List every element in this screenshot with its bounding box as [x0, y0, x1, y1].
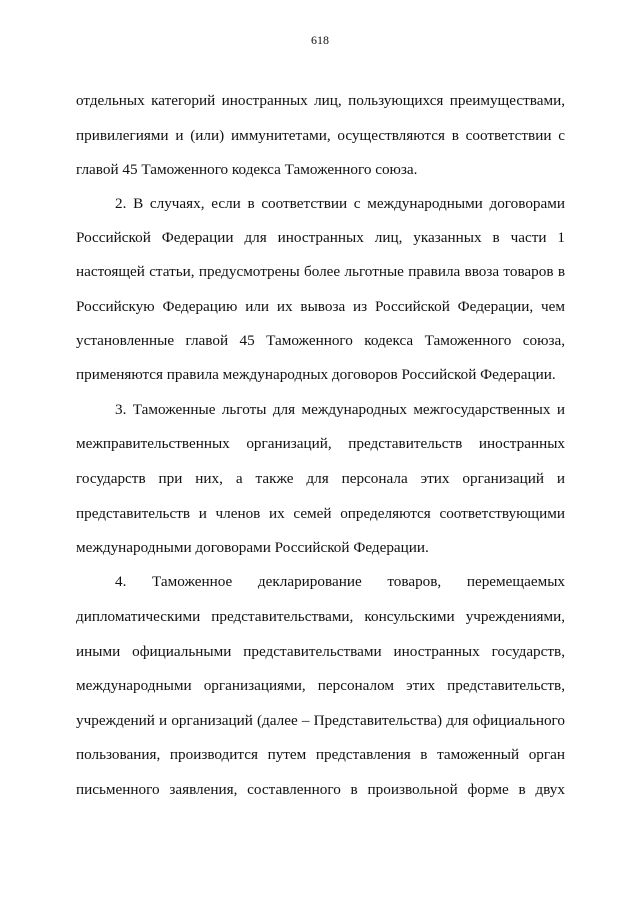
- text-line: пользования, производится путем представления в таможенный орган: [76, 746, 565, 763]
- text-line: письменного заявления, составленного в произвольной форме в двух: [76, 781, 565, 798]
- text-line: дипломатическими представительствами, консульскими учреждениями,: [76, 608, 565, 625]
- text-line: международными организациями, персоналом этих представительств,: [76, 677, 565, 694]
- text-line: главой 45 Таможенного кодекса Таможенного союза.: [76, 161, 418, 178]
- text-line: установленные главой 45 Таможенного кодекса Таможенного союза,: [76, 332, 565, 349]
- text-line: государств при них, а также для персонала этих организаций и: [76, 470, 565, 487]
- page-number: 618: [311, 33, 329, 47]
- text-line: международными договорами Российской Федерации.: [76, 539, 429, 556]
- text-line: иными официальными представительствами иностранных государств,: [76, 643, 565, 660]
- text-line: 2. В случаях, если в соответствии с международными договорами: [115, 195, 565, 212]
- text-line: учреждений и организаций (далее – Представительства) для официального: [76, 712, 565, 729]
- text-line: представительств и членов их семей определяются соответствующими: [76, 505, 565, 522]
- text-line: 4. Таможенное декларирование товаров, перемещаемых: [115, 573, 565, 590]
- text-line: настоящей статьи, предусмотрены более льготные правила ввоза товаров в: [76, 263, 565, 280]
- text-line: привилегиями и (или) иммунитетами, осуществляются в соответствии с: [76, 127, 565, 144]
- text-line: Российскую Федерацию или их вывоза из Российской Федерации, чем: [76, 298, 565, 315]
- text-line: Российской Федерации для иностранных лиц, указанных в части 1: [76, 229, 565, 246]
- text-line: применяются правила международных договоров Российской Федерации.: [76, 366, 556, 383]
- text-line: межправительственных организаций, представительств иностранных: [76, 435, 565, 452]
- text-line: 3. Таможенные льготы для международных межгосударственных и: [115, 401, 565, 418]
- text-line: отдельных категорий иностранных лиц, пользующихся преимуществами,: [76, 92, 565, 109]
